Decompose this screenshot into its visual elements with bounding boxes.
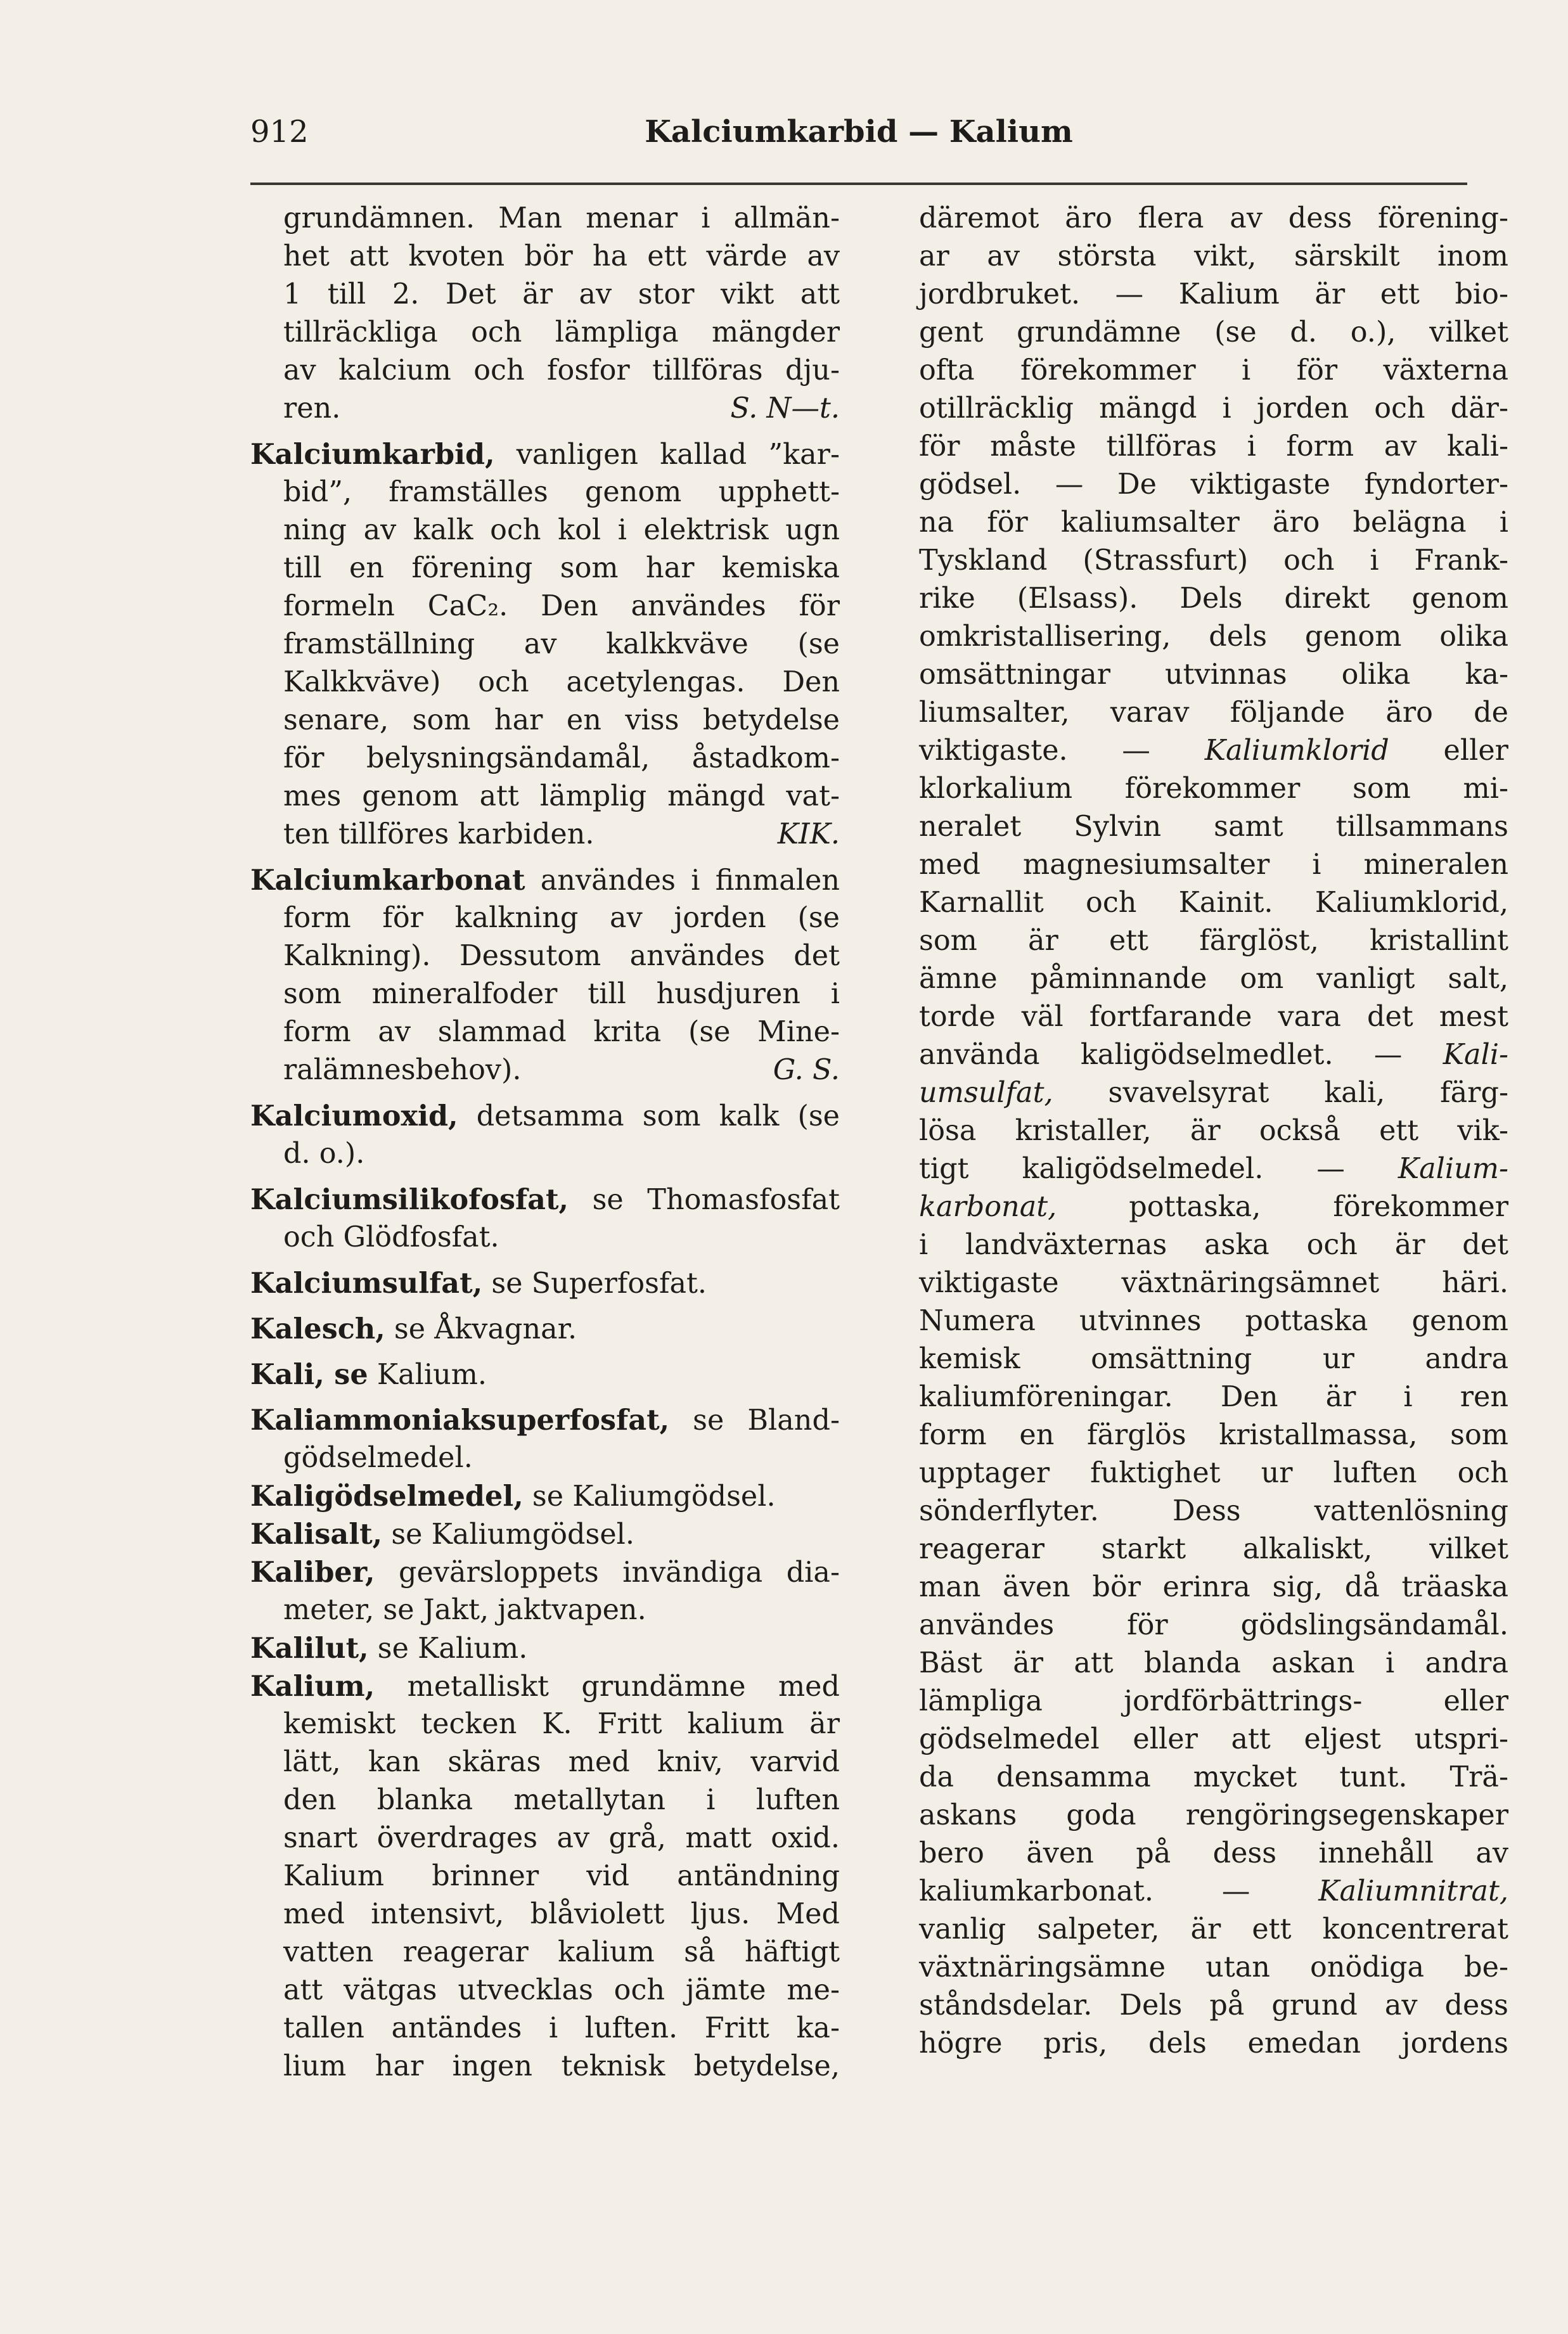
text-fragment: kaliumkarbonat. — xyxy=(919,1875,1250,1908)
text-line: het att kvoten bör ha ett värde av xyxy=(283,240,840,273)
text-line: som mineralfoder till husdjuren i xyxy=(283,978,840,1010)
text-line: askans goda rengöringsegenskaper xyxy=(919,1799,1508,1831)
text-line: vatten reagerar kalium så häftigt xyxy=(283,1936,840,1968)
text-line: reagerar starkt alkaliskt, vilket xyxy=(919,1533,1508,1565)
headword: Kalciumkarbid, xyxy=(250,438,495,471)
text-line: bid”, framställes genom upphett- xyxy=(283,476,840,508)
continued-entry xyxy=(250,200,840,428)
text-line: bero även på dess innehåll av xyxy=(919,1837,1508,1869)
text-line xyxy=(250,390,840,428)
text-fragment: gevärsloppets invändiga dia- xyxy=(399,1556,840,1589)
text-line: Tyskland (Strassfurt) och i Frank- xyxy=(919,544,1508,577)
text-line: högre pris, dels emedan jordens xyxy=(919,2027,1508,2060)
text-line: d. o.). xyxy=(283,1138,365,1170)
headword: Kaliber, xyxy=(250,1556,375,1589)
text-line: neralet Sylvin samt tillsammans xyxy=(919,811,1508,843)
text-line: Kalkkväve) och acetylengas. Den xyxy=(283,666,840,698)
entry-kalciumsilikofosfat xyxy=(250,1181,840,1257)
headword: Kalilut, xyxy=(250,1632,369,1665)
text-line: lämpliga jordförbättrings- eller xyxy=(919,1685,1508,1717)
text-line xyxy=(919,732,1508,770)
text-line: rike (Elsass). Dels direkt genom xyxy=(919,582,1508,615)
text-fragment: ten tillföres karbiden. xyxy=(283,818,594,850)
text-line: för belysningsändamål, åstadkom- xyxy=(283,742,840,774)
headword: Kalium, xyxy=(250,1670,375,1703)
text-line: omsättningar utvinnas olika ka- xyxy=(919,658,1508,691)
text-line: lium har ingen teknisk betydelse, xyxy=(283,2050,840,2082)
headword: Kalciumsilikofosfat, xyxy=(250,1183,569,1216)
text-line: vanlig salpeter, är ett koncentrerat xyxy=(919,1913,1508,1946)
text-line: ning av kalk och kol i elektrisk ugn xyxy=(283,514,840,546)
headword: Kali, se xyxy=(250,1358,368,1391)
term-kaliumkarbonat: Kalium- xyxy=(1398,1153,1508,1185)
text-line xyxy=(919,1188,1508,1226)
text-line: omkristallisering, dels genom olika xyxy=(919,620,1508,653)
term-kaliumklorid: Kaliumklorid xyxy=(1204,734,1389,767)
right-column xyxy=(919,200,1508,2063)
entry-kalciumkarbid xyxy=(250,435,840,854)
text-line: liumsalter, varav följande äro de xyxy=(919,696,1508,729)
text-line: lösa kristaller, är också ett vik- xyxy=(919,1115,1508,1147)
page-number: 912 xyxy=(250,114,309,150)
text-fragment: Kalium. xyxy=(376,1359,487,1391)
text-fragment: se Thomasfosfat xyxy=(592,1184,840,1216)
text-line: i landväxternas aska och är det xyxy=(919,1229,1508,1261)
text-line: na för kaliumsalter äro belägna i xyxy=(919,506,1508,539)
text-line: av kalcium och fosfor tillföras dju- xyxy=(283,354,840,387)
text-line: växtnäringsämne utan onödiga be- xyxy=(919,1951,1508,1984)
text-line: senare, som har en viss betydelse xyxy=(283,704,840,736)
text-fragment: pottaska, förekommer xyxy=(1129,1191,1508,1223)
text-line: Kalium brinner vid antändning xyxy=(283,1860,840,1892)
text-fragment: se Kalium. xyxy=(377,1632,528,1665)
entry-first-line xyxy=(250,1401,840,1439)
text-line: Kalkning). Dessutom användes det xyxy=(283,940,840,972)
headword: Kalesch, xyxy=(250,1312,385,1345)
text-line: torde väl fortfarande vara det mest xyxy=(919,1001,1508,1033)
text-line xyxy=(919,1873,1508,1911)
running-head: Kalciumkarbid — Kalium xyxy=(645,114,1073,150)
text-fragment: metalliskt grundämne med xyxy=(407,1670,840,1703)
text-line: däremot äro flera av dess förening- xyxy=(919,202,1508,234)
text-line: otillräcklig mängd i jorden och där- xyxy=(919,392,1508,425)
text-fragment: svavelsyrat kali, färg- xyxy=(1108,1077,1508,1109)
text-line: sönderflyter. Dess vattenlösning xyxy=(919,1495,1508,1527)
text-line: och Glödfosfat. xyxy=(283,1221,499,1254)
author-signature: KIK. xyxy=(777,818,840,850)
text-line: viktigaste växtnäringsämnet häri. xyxy=(919,1267,1508,1299)
headword: Kalciumoxid, xyxy=(250,1100,458,1132)
text-fragment: se Kaliumgödsel. xyxy=(532,1480,776,1513)
text-line: form av slammad krita (se Mine- xyxy=(283,1016,840,1048)
entry-kalium xyxy=(250,1667,840,2086)
entry-kaliber xyxy=(250,1553,840,1629)
text-line: upptager fuktighet ur luften och xyxy=(919,1457,1508,1489)
text-line: klorkalium förekommer som mi- xyxy=(919,773,1508,805)
entry-kalciumsulfat xyxy=(250,1264,840,1302)
text-line: att vätgas utvecklas och jämte me- xyxy=(283,1974,840,2006)
term-kaliumkarbonat: karbonat, xyxy=(919,1191,1057,1223)
text-line: 1 till 2. Det är av stor vikt att xyxy=(283,278,840,311)
text-line: snart överdrages av grå, matt oxid. xyxy=(283,1822,840,1854)
text-line: tillräckliga och lämpliga mängder xyxy=(283,316,840,349)
term-kaliumsulfat: umsulfat, xyxy=(919,1077,1053,1109)
text-line xyxy=(919,1036,1508,1074)
text-fragment: eller xyxy=(1443,734,1508,767)
headword: Kaliammoniaksuperfosfat, xyxy=(250,1404,670,1437)
text-line: ar av största vikt, särskilt inom xyxy=(919,240,1508,273)
entry-first-line xyxy=(250,1553,840,1591)
entry-kalciumkarbonat xyxy=(250,861,840,1089)
headword: Kaligödselmedel, xyxy=(250,1480,524,1513)
text-fragment: ren. xyxy=(283,392,341,425)
text-line: kemisk omsättning ur andra xyxy=(919,1343,1508,1375)
text-line: gödsel. — De viktigaste fyndorter- xyxy=(919,468,1508,501)
text-fragment: detsamma som kalk (se xyxy=(476,1100,840,1132)
headword: Kalciumkarbonat xyxy=(250,864,525,897)
text-line: form en färglös kristallmassa, som xyxy=(919,1419,1508,1451)
text-fragment: använda kaligödselmedlet. — xyxy=(919,1039,1403,1071)
author-signature: G. S. xyxy=(773,1054,840,1086)
text-line xyxy=(250,816,840,854)
entry-kaliammoniaksuperfosfat xyxy=(250,1401,840,1477)
text-fragment: tigt kaligödselmedel. — xyxy=(919,1153,1345,1185)
header-rule xyxy=(250,183,1467,185)
text-line: ståndsdelar. Dels på grund av dess xyxy=(919,1989,1508,2022)
text-fragment: viktigaste. — xyxy=(919,734,1150,767)
text-fragment: ralämnesbehov). xyxy=(283,1054,522,1086)
text-line: mes genom att lämplig mängd vat- xyxy=(283,780,840,812)
text-line: som är ett färglöst, kristallint xyxy=(919,925,1508,957)
text-line: med intensivt, blåviolett ljus. Med xyxy=(283,1898,840,1930)
entry-kalciumoxid xyxy=(250,1097,840,1173)
text-line xyxy=(919,1074,1508,1112)
headword: Kalisalt, xyxy=(250,1518,383,1551)
text-line: man även bör erinra sig, då träaska xyxy=(919,1571,1508,1603)
entry-kalesch xyxy=(250,1310,840,1348)
text-line: kaliumföreningar. Den är i ren xyxy=(919,1381,1508,1413)
text-line: jordbruket. — Kalium är ett bio- xyxy=(919,278,1508,311)
text-line: Karnallit och Kainit. Kaliumklorid, xyxy=(919,887,1508,919)
text-fragment: se Superfosfat. xyxy=(491,1267,707,1300)
headword: Kalciumsulfat, xyxy=(250,1267,483,1300)
text-line: framställning av kalkkväve (se xyxy=(283,628,840,660)
entry-kali xyxy=(250,1356,840,1394)
left-column xyxy=(250,200,840,2086)
entry-first-line xyxy=(250,1181,840,1219)
text-line xyxy=(919,1150,1508,1188)
term-kaliumnitrat: Kaliumnitrat, xyxy=(1318,1875,1508,1908)
entry-kalisalt xyxy=(250,1515,840,1553)
text-fragment: se Bland- xyxy=(693,1404,840,1437)
text-line: da densamma mycket tunt. Trä- xyxy=(919,1761,1508,1793)
text-line: användes för gödslingsändamål. xyxy=(919,1609,1508,1641)
text-line: form för kalkning av jorden (se xyxy=(283,902,840,934)
text-fragment: vanligen kallad ”kar- xyxy=(516,439,840,471)
text-fragment: se Åkvagnar. xyxy=(394,1313,577,1345)
text-line: tallen antändes i luften. Fritt ka- xyxy=(283,2012,840,2044)
term-kaliumsulfat: Kali- xyxy=(1443,1039,1508,1071)
text-line: ämne påminnande om vanligt salt, xyxy=(919,963,1508,995)
entry-first-line xyxy=(250,1667,840,1705)
text-line: Bäst är att blanda askan i andra xyxy=(919,1647,1508,1679)
text-line: gent grundämne (se d. o.), vilket xyxy=(919,316,1508,349)
page-header xyxy=(250,114,1467,158)
author-signature: S. N—t. xyxy=(730,392,840,425)
text-line: lätt, kan skäras med kniv, varvid xyxy=(283,1746,840,1778)
text-line: för måste tillföras i form av kali- xyxy=(919,430,1508,463)
text-line: kemiskt tecken K. Fritt kalium är xyxy=(283,1708,840,1740)
entry-first-line xyxy=(250,435,840,473)
text-line: till en förening som har kemiska xyxy=(283,552,840,584)
text-line: ofta förekommer i för växterna xyxy=(919,354,1508,387)
text-line: gödselmedel. xyxy=(283,1442,473,1474)
text-line: meter, se Jakt, jaktvapen. xyxy=(283,1594,646,1626)
text-line: gödselmedel eller att eljest utspri- xyxy=(919,1723,1508,1755)
entry-kalilut xyxy=(250,1629,840,1667)
text-line: med magnesiumsalter i mineralen xyxy=(919,849,1508,881)
text-line: grundämnen. Man menar i allmän- xyxy=(283,202,840,234)
entry-kaligodselmedel xyxy=(250,1477,840,1515)
text-line: formeln CaC₂. Den användes för xyxy=(283,590,840,622)
text-line: den blanka metallytan i luften xyxy=(283,1784,840,1816)
text-line xyxy=(250,1051,840,1089)
entry-first-line xyxy=(250,861,840,899)
text-fragment: se Kaliumgödsel. xyxy=(391,1518,635,1551)
entry-first-line xyxy=(250,1097,840,1135)
text-fragment: användes i finmalen xyxy=(540,864,840,897)
text-line: Numera utvinnes pottaska genom xyxy=(919,1305,1508,1337)
